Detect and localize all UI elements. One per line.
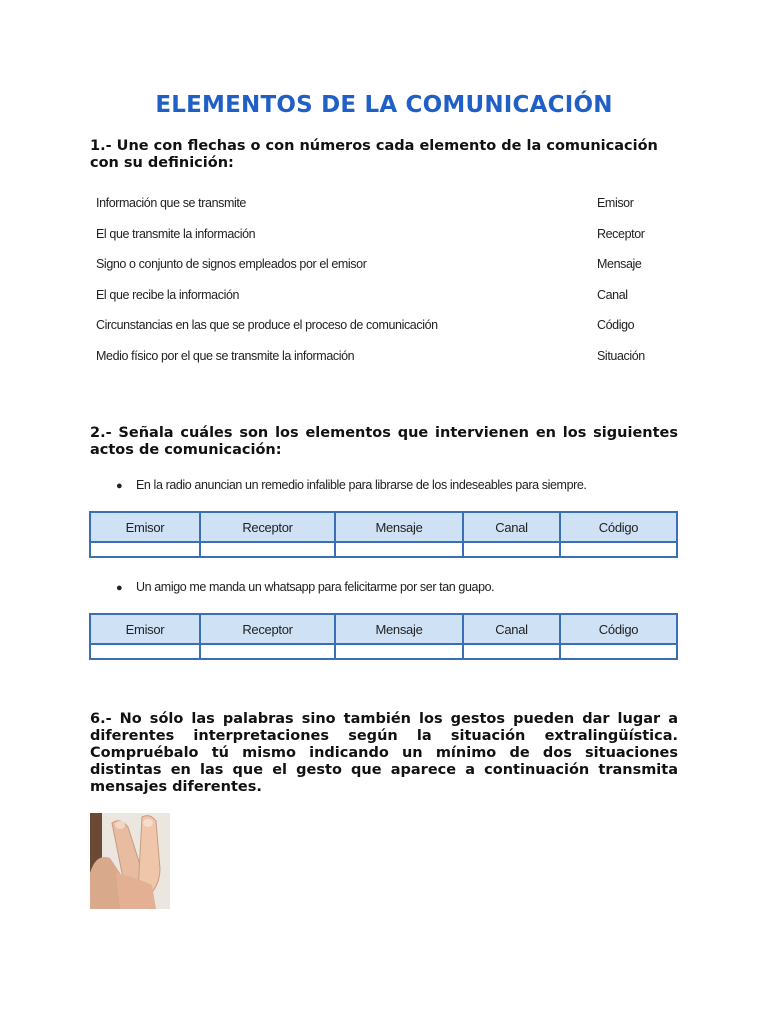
answer-cell[interactable] [560, 542, 677, 557]
situation-2 [116, 580, 494, 594]
header-emisor: Emisor [90, 614, 200, 644]
header-canal: Canal [463, 614, 560, 644]
matching-row [96, 349, 656, 380]
answer-cell[interactable] [335, 542, 463, 557]
matching-row [96, 196, 656, 227]
header-codigo: Código [560, 614, 677, 644]
definition-text: El que recibe la información [96, 287, 240, 302]
header-codigo: Código [560, 512, 677, 542]
answer-cell[interactable] [200, 644, 335, 659]
element-text: Situación [597, 348, 645, 363]
definition-text: Medio físico por el que se transmite la información [96, 348, 355, 363]
matching-row [96, 257, 656, 288]
page-title: ELEMENTOS DE LA COMUNICACIÓN [155, 92, 613, 118]
matching-row [96, 318, 656, 349]
header-canal: Canal [463, 512, 560, 542]
answer-cell[interactable] [463, 644, 560, 659]
answer-cell[interactable] [560, 644, 677, 659]
table-header-row [90, 512, 677, 542]
situation-text: En la radio anuncian un remedio infalible para librarse de los indeseables para siempre. [136, 478, 587, 492]
header-receptor: Receptor [200, 614, 335, 644]
matching-row [96, 288, 656, 319]
elements-table-2 [89, 613, 678, 660]
situation-1 [116, 478, 587, 492]
header-receptor: Receptor [200, 512, 335, 542]
definition-text: Signo o conjunto de signos empleados por el emisor [96, 257, 367, 271]
elements-table-1 [89, 511, 678, 558]
answer-row[interactable] [90, 644, 677, 659]
matching-row [96, 227, 656, 258]
table-header-row [90, 614, 677, 644]
question-2: 2.- Señala cuáles son los elementos que intervienen en los siguientes actos de comunicación: [90, 425, 678, 458]
definition-text: El que transmite la información [96, 226, 256, 241]
element-text: Emisor [597, 196, 634, 210]
matching-list [96, 196, 656, 379]
answer-cell[interactable] [463, 542, 560, 557]
element-text: Receptor [597, 226, 645, 241]
answer-cell[interactable] [200, 542, 335, 557]
answer-row[interactable] [90, 542, 677, 557]
answer-cell[interactable] [335, 644, 463, 659]
element-text: Mensaje [597, 257, 642, 271]
definition-text: Circunstancias en las que se produce el proceso de comunicación [96, 318, 438, 332]
header-mensaje: Mensaje [335, 614, 463, 644]
hand-gesture-image [90, 813, 170, 909]
element-text: Canal [597, 287, 628, 302]
answer-cell[interactable] [90, 542, 200, 557]
answer-cell[interactable] [90, 644, 200, 659]
element-text: Código [597, 318, 635, 332]
definition-text: Información que se transmite [96, 196, 246, 210]
bullet-icon: ● [116, 582, 123, 594]
question-1: 1.- Une con flechas o con números cada elemento de la comunicación con su definición: [90, 138, 658, 171]
header-emisor: Emisor [90, 512, 200, 542]
header-mensaje: Mensaje [335, 512, 463, 542]
bullet-icon: ● [116, 480, 123, 492]
question-6: 6.- No sólo las palabras sino también los gestos pueden dar lugar a diferentes interpretaciones según la situación extralingüística. Compruébalo tú mismo indicando un mínimo de dos situaciones distintas en las que el gesto que aparece a continuación transmita mensajes diferentes. [90, 711, 678, 795]
situation-text: Un amigo me manda un whatsapp para felicitarme por ser tan guapo. [136, 580, 495, 594]
